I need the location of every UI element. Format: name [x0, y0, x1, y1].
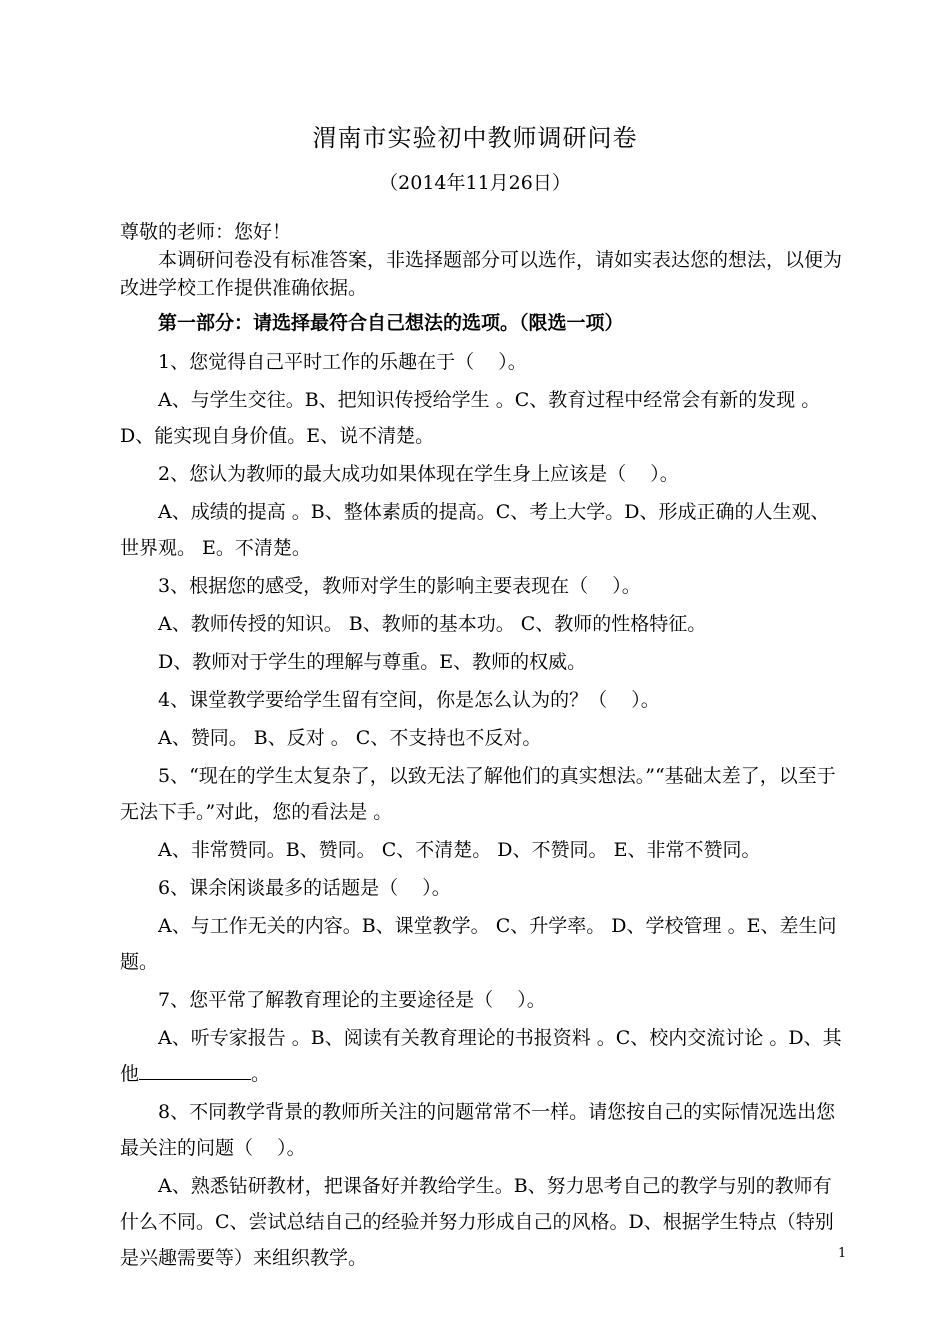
intro-paragraph: 本调研问卷没有标准答案，非选择题部分可以选作，请如实表达您的想法，以便为改进学校工作提供准确依据。	[120, 249, 843, 299]
document-body	[120, 218, 848, 1276]
survey-date: （2014年11月26日）	[379, 172, 571, 194]
question-5: 5、“现在的学生太复杂了，以致无法了解他们的真实想法。”“基础太差了，以至于无法下手。”对此，您的看法是 。	[120, 765, 836, 823]
page-number: 1	[838, 1246, 847, 1261]
question-6: 6、课余闲谈最多的话题是（ ）。	[158, 877, 451, 899]
other-answer-blank	[139, 1078, 251, 1080]
greeting: 尊敬的老师：您好！	[120, 221, 292, 243]
question-7-options-end: 。	[251, 1063, 271, 1085]
question-3: 3、根据您的感受，教师对学生的影响主要表现在（ ）。	[158, 575, 641, 597]
question-5-options: A、非常赞同。B、赞同。 C、不清楚。 D、不赞同。 E、非常不赞同。	[158, 839, 761, 861]
document-title: 渭南市实验初中教师调研问卷	[312, 124, 638, 152]
question-7: 7、您平常了解教育理论的主要途径是（ ）。	[158, 989, 546, 1011]
question-4-options: A、赞同。 B、反对 。 C、不支持也不反对。	[158, 727, 542, 749]
question-1: 1、您觉得自己平时工作的乐趣在于（ ）。	[158, 351, 527, 373]
question-7-options-text: A、听专家报告 。B、阅读有关教育理论的书报资料 。C、校内交流讨论 。D、其他	[120, 1027, 842, 1085]
question-2: 2、您认为教师的最大成功如果体现在学生身上应该是（ ）。	[158, 463, 679, 485]
question-4: 4、课堂教学要给学生留有空间，你是怎么认为的？（ ）。	[158, 689, 660, 711]
question-2-options: A、成绩的提高 。B、整体素质的提高。C、考上大学。D、形成正确的人生观、世界观。 E。不清楚。	[120, 501, 830, 559]
question-7-options	[120, 1020, 848, 1092]
section-heading: 第一部分：请选择最符合自己想法的选项。（限选一项）	[158, 312, 624, 334]
question-6-options: A、与工作无关的内容。B、课堂教学。 C、升学率。 D、学校管理 。E、差生问题。	[120, 915, 837, 973]
question-8: 8、不同教学背景的教师所关注的问题常常不一样。请您按自己的实际情况选出您最关注的问题（ ）。	[120, 1101, 836, 1159]
question-8-options: A、熟悉钻研教材，把课备好并教给学生。B、努力思考自己的教学与别的教师有什么不同。C、尝试总结自己的经验并努力形成自己的风格。D、根据学生特点（特别是兴趣需要等）来组织教学。	[120, 1175, 834, 1269]
question-3-options-a: A、教师传授的知识。 B、教师的基本功。 C、教师的性格特征。	[158, 613, 707, 635]
question-1-options: A、与学生交往。B、把知识传授给学生 。C、教育过程中经常会有新的发现 。D、能实现自身价值。E、说不清楚。	[120, 389, 821, 447]
question-3-options-b: D、教师对于学生的理解与尊重。E、教师的权威。	[158, 651, 587, 673]
